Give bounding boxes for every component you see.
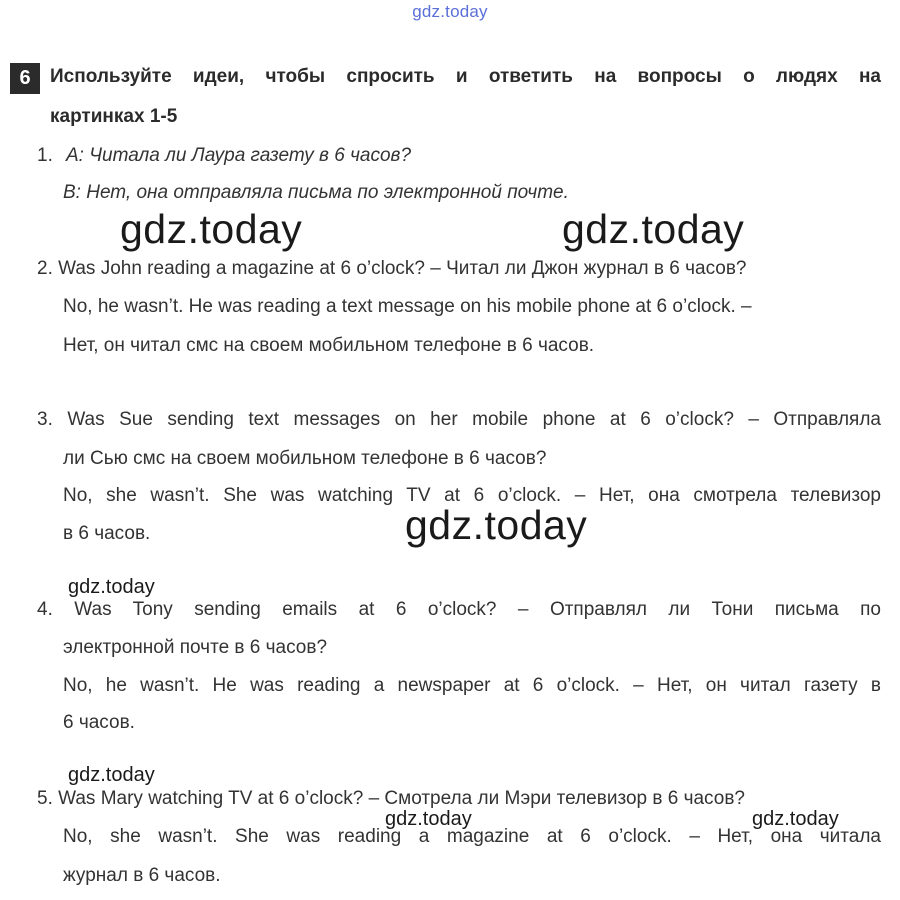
task-number-badge: 6 [10,63,40,94]
item-4-line-1: 4. Was Tony sending emails at 6 o’clock? – Отправлял ли Тони письма по [37,599,881,620]
watermark-big-middle: gdz.today [405,502,588,548]
item-1-answer: B: Нет, она отправляла письма по электронной почте. [63,182,569,203]
watermark-top: gdz.today [412,2,488,21]
item-4-line-2: электронной почте в 6 часов? [63,637,328,658]
item-2-line-1: 2. Was John reading a magazine at 6 o’clock? – Читал ли Джон журнал в 6 часов? [37,258,747,279]
item-1-question: A: Читала ли Лаура газету в 6 часов? [66,145,412,166]
item-5-line-2: No, she wasn’t. She was reading a magazine at 6 o’clock. – Нет, она читала [63,826,881,847]
item-2-line-3: Нет, он читал смс на своем мобильном телефоне в 6 часов. [63,335,595,356]
item-4-line-4: 6 часов. [63,712,135,733]
item-3-line-2: ли Сью смс на своем мобильном телефоне в 6 часов? [63,448,547,469]
item-4-line-3: No, he wasn’t. He was reading a newspaper at 6 o’clock. – Нет, он читал газету в [63,675,881,696]
item-5-line-3: журнал в 6 часов. [63,865,221,886]
task-title-line-2: картинках 1-5 [50,106,178,127]
watermark-small-bottom-left: gdz.today [385,808,472,830]
watermark-small-item-5: gdz.today [68,764,155,786]
item-5-line-1: 5. Was Mary watching TV at 6 o’clock? – Смотрела ли Мэри телевизор в 6 часов? [37,788,745,809]
watermark-small-bottom-right: gdz.today [752,808,839,830]
item-3-line-1: 3. Was Sue sending text messages on her mobile phone at 6 o’clock? – Отправляла [37,409,881,430]
watermark-big-right: gdz.today [562,206,745,252]
item-2-line-2: No, he wasn’t. He was reading a text message on his mobile phone at 6 o’clock. – [63,296,752,317]
watermark-big-left: gdz.today [120,206,303,252]
task-title-line-1: Используйте идеи, чтобы спросить и ответить на вопросы о людях на [50,66,881,87]
item-3-line-3: No, she wasn’t. She was watching TV at 6 o’clock. – Нет, она смотрела телевизор [63,485,881,506]
watermark-small-item-4: gdz.today [68,576,155,598]
item-1-number: 1. [37,145,53,166]
item-3-line-4: в 6 часов. [63,523,151,544]
